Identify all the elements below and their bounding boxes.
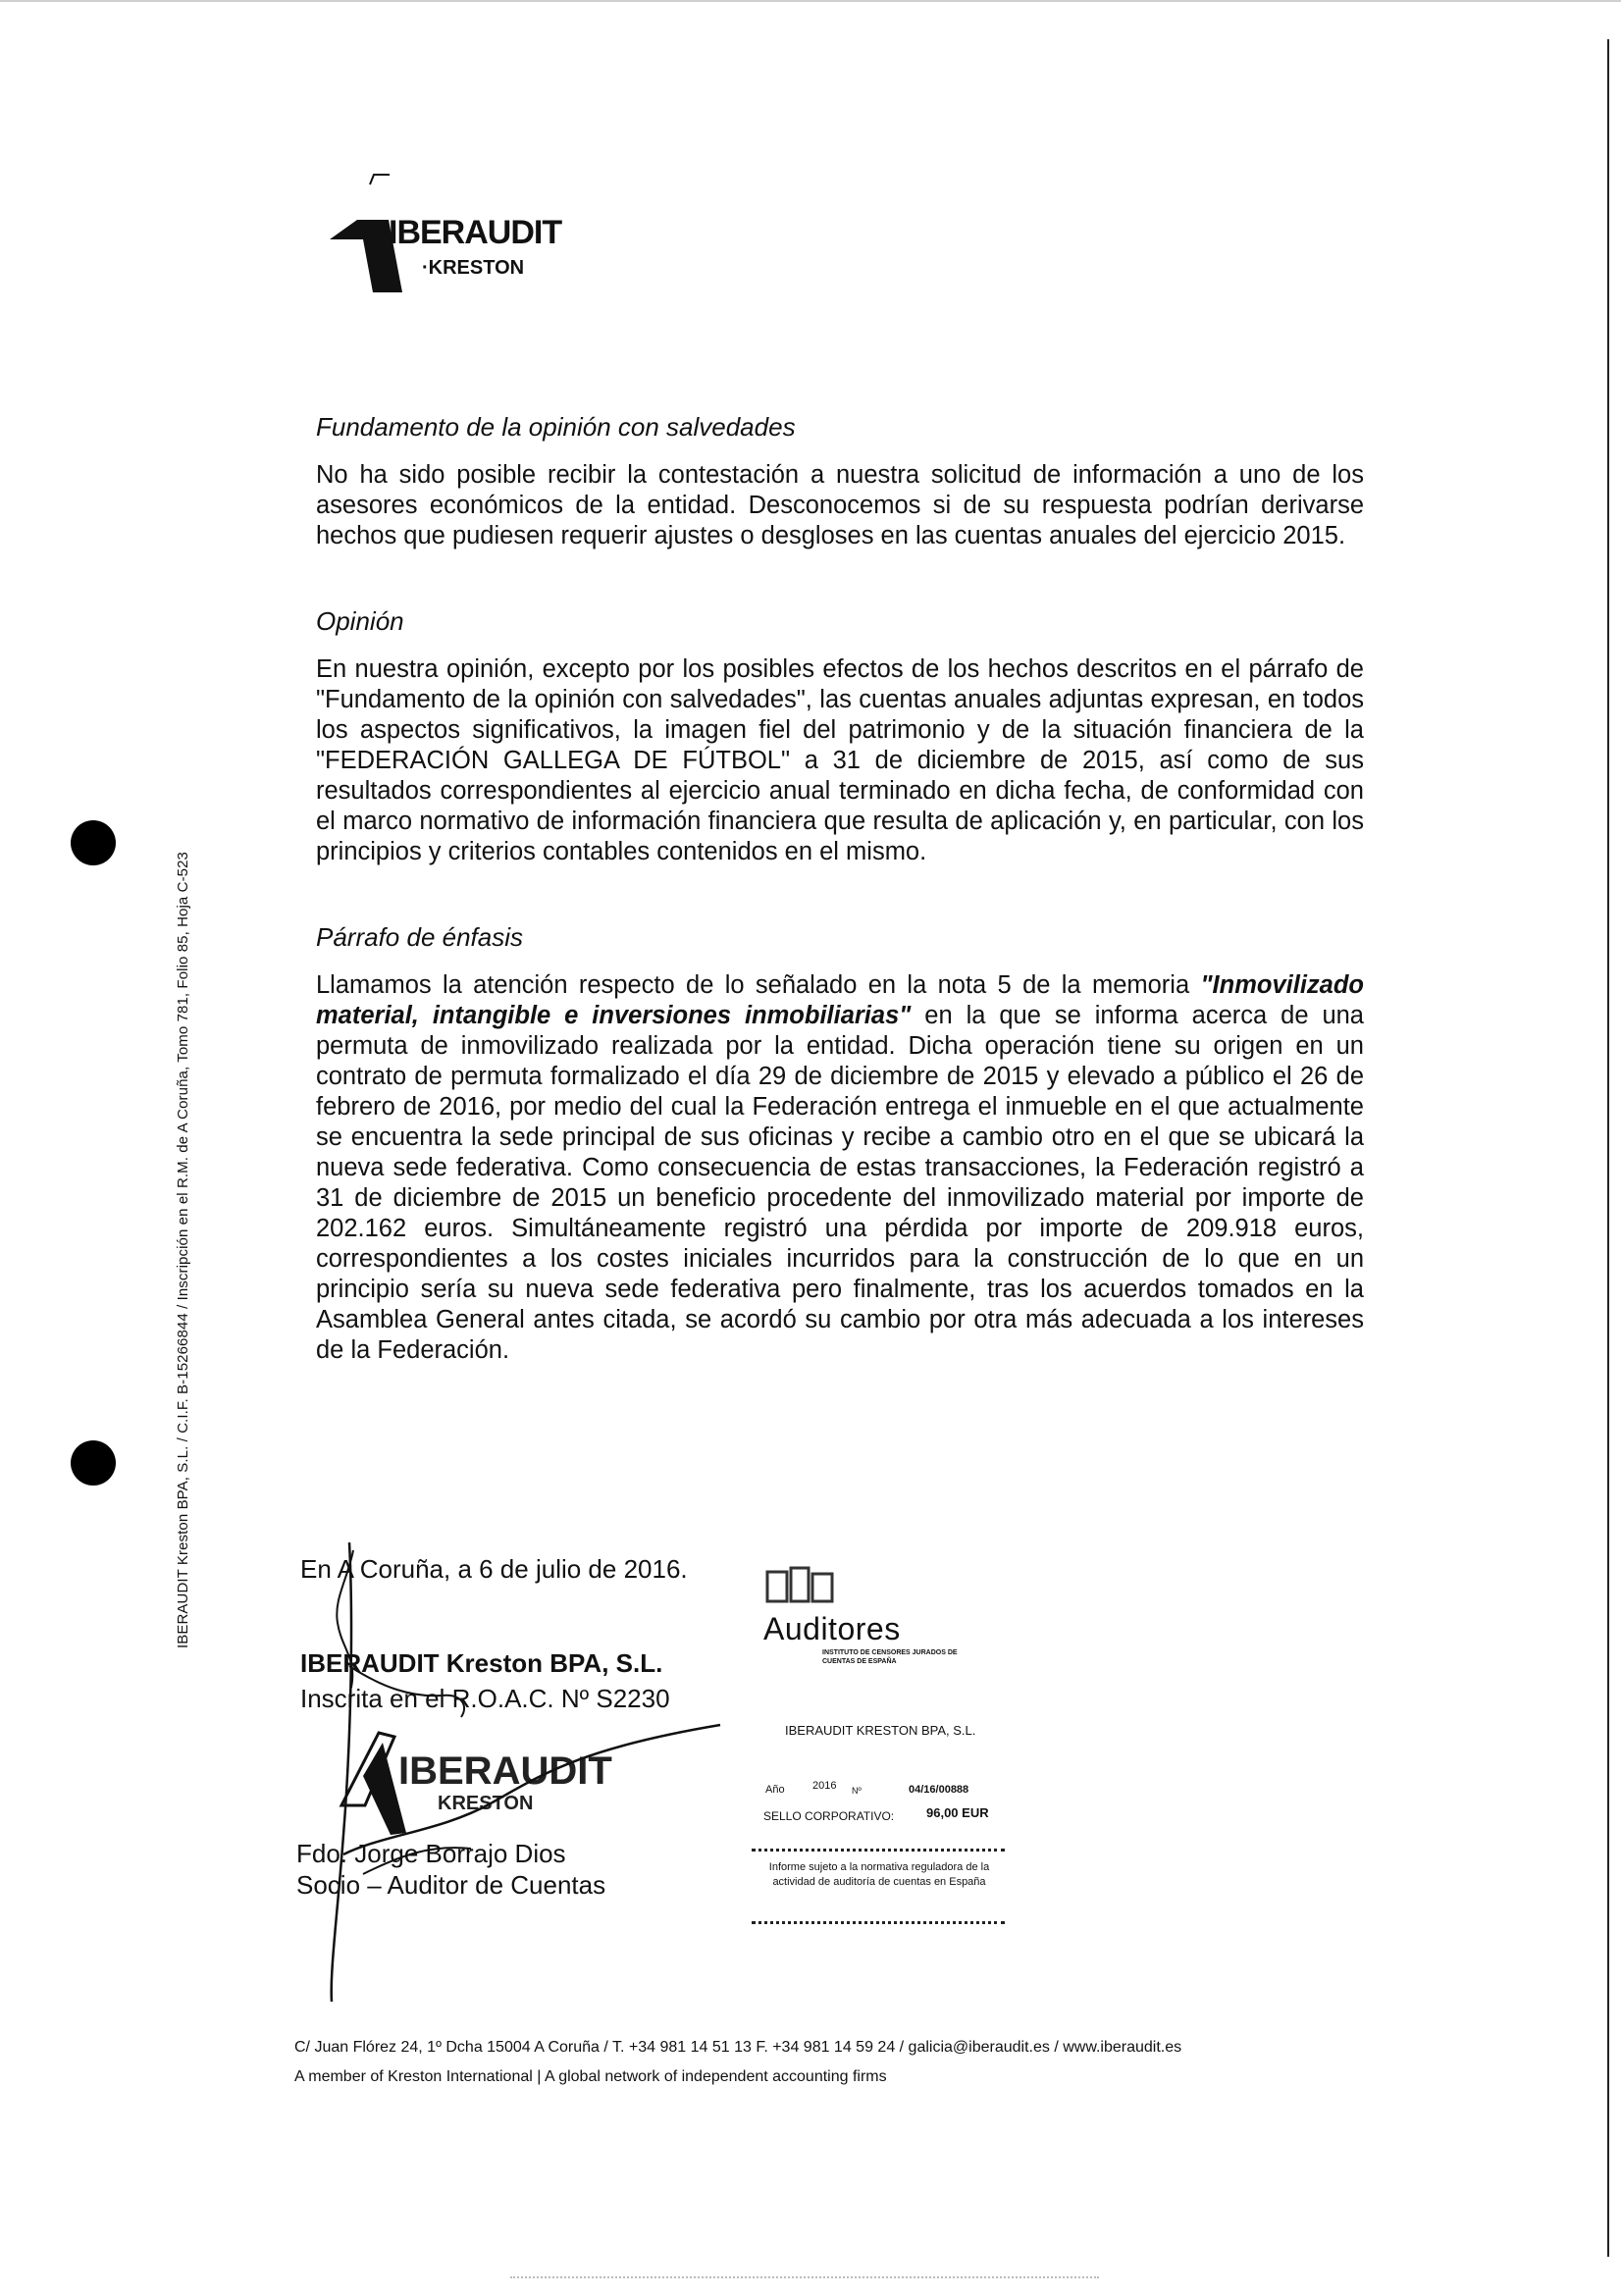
stamp-amount: 96,00 EUR <box>926 1805 989 1820</box>
footer-address: C/ Juan Flórez 24, 1º Dcha 15004 A Coruña / T. +34 981 14 51 13 F. +34 981 14 59 24 / galicia@iberaudit.es / www.iberaudit.es <box>294 2039 1182 2056</box>
logo-subtitle: ·KRESTON <box>422 257 525 279</box>
section-body: No ha sido posible recibir la contestación a nuestra solicitud de información a uno de los asesores económicos de la entidad. Desconocemos si de su respuesta podrían derivarse hechos que pudiesen requerir ajustes o desgloses en las cuentas anuales del ejercicio 2015. <box>316 461 1364 549</box>
firm-name: IBERAUDIT Kreston BPA, S.L. <box>300 1648 663 1678</box>
section-heading: Párrafo de énfasis <box>316 922 524 952</box>
stamp-title: Auditores <box>763 1611 901 1646</box>
section-heading: Fundamento de la opinión con salvedades <box>316 412 796 442</box>
section-emphasis <box>316 922 1364 1366</box>
scan-artifact <box>510 2276 1099 2278</box>
stamp-institute: INSTITUTO DE CENSORES JURADOS DE CUENTAS DE ESPAÑA <box>822 1649 958 1665</box>
stamp-firm: IBERAUDIT KRESTON BPA, S.L. <box>785 1723 976 1738</box>
page-right-edge <box>1607 39 1609 2257</box>
stamp-logo-sub: KRESTON <box>438 1793 534 1814</box>
stamp-dotted-divider <box>752 1849 1005 1852</box>
punch-hole-top <box>71 820 116 865</box>
stamp-logo-text: IBERAUDIT <box>398 1749 612 1793</box>
section-heading: Opinión <box>316 606 404 636</box>
signer-name: Fdo. Jorge Borrajo Dios <box>296 1839 566 1868</box>
handwritten-signature-icon <box>324 1540 736 2011</box>
signer-role: Socio – Auditor de Cuentas <box>296 1870 606 1900</box>
body-text: en la que se informa acerca de una permuta de inmovilizado realizada por la entidad. Dicha operación tiene su origen en un contrato de permuta formalizado el día 29 de diciembre de 2015 y elevado a público el 26 de febrero de 2016, por medio del cual la Federación entrega el inmueble en el que actualmente se encuentra la sede principal de sus oficinas y recibe a cambio otro en el que se ubicará la nueva sede federativa. Como consecuencia de estas transacciones, la Federación registró a 31 de diciembre de 2015 un beneficio procedente del inmovilizado material por importe de 202.162 euros. Simultáneamente registró una pérdida por importe de 209.918 euros, correspondientes a los costes iniciales incurridos para la construcción de lo que en un principio sería su nueva sede federativa pero finalmente, tras los acuerdos tomados en la Asamblea General antes citada, se acordó su cambio por otra más adecuada a los intereses de la Federación. <box>316 1002 1364 1364</box>
footer-network: A member of Kreston International | A global network of independent accounting firms <box>294 2068 887 2085</box>
stamp-year: 2016 <box>812 1780 837 1792</box>
body-text: Llamamos la atención respecto de lo señalado en la nota 5 de la memoria <box>316 971 1201 999</box>
stamp-number: 04/16/00888 <box>909 1784 969 1796</box>
roac-registration: Inscrita en el R.O.A.C. Nº S2230 <box>300 1684 670 1713</box>
punch-hole-bottom <box>71 1440 116 1486</box>
icjce-logo-icon <box>765 1566 836 1605</box>
page-top-edge <box>0 0 1621 2</box>
report-content <box>316 412 1364 1421</box>
logo-subtitle-text: KRESTON <box>428 257 525 279</box>
section-body <box>316 970 1364 1366</box>
logo-name: IBERAUDIT <box>389 214 562 251</box>
note-reference: "Inmovilizado material, intangible e inversiones inmobiliarias" <box>316 971 1364 1029</box>
signing-date: En A Coruña, a 6 de julio de 2016. <box>300 1554 688 1584</box>
stamp-sello-label: SELLO CORPORATIVO: <box>763 1809 895 1823</box>
stamp-number-label: Nº <box>852 1786 862 1796</box>
registration-text: IBERAUDIT Kreston BPA, S.L. / C.I.F. B-15266844 / Inscripción en el R.M. de A Coruña, Tomo 781, Folio 85, Hoja C-523 <box>175 852 191 1648</box>
section-body: En nuestra opinión, excepto por los posibles efectos de los hechos descritos en el párrafo de "Fundamento de la opinión con salvedades", las cuentas anuales adjuntas expresan, en todos los aspectos significativos, la imagen fiel del patrimonio y de la situación financiera de la "FEDERACIÓN GALLEGA DE FÚTBOL" a 31 de diciembre de 2015, así como de sus resultados correspondientes al ejercicio anual terminado en dicha fecha, de conformidad con el marco normativo de información financiera que resulta de aplicación y, en particular, con los principios y criterios contables contenidos en el mismo. <box>316 655 1364 865</box>
stamp-note: Informe sujeto a la normativa reguladora de la actividad de auditoría de cuentas en España <box>768 1861 990 1888</box>
section-opinion <box>316 606 1364 867</box>
section-basis-qualified-opinion <box>316 412 1364 551</box>
stamp-year-label: Año <box>765 1784 785 1796</box>
stamp-dotted-divider <box>752 1921 1005 1924</box>
